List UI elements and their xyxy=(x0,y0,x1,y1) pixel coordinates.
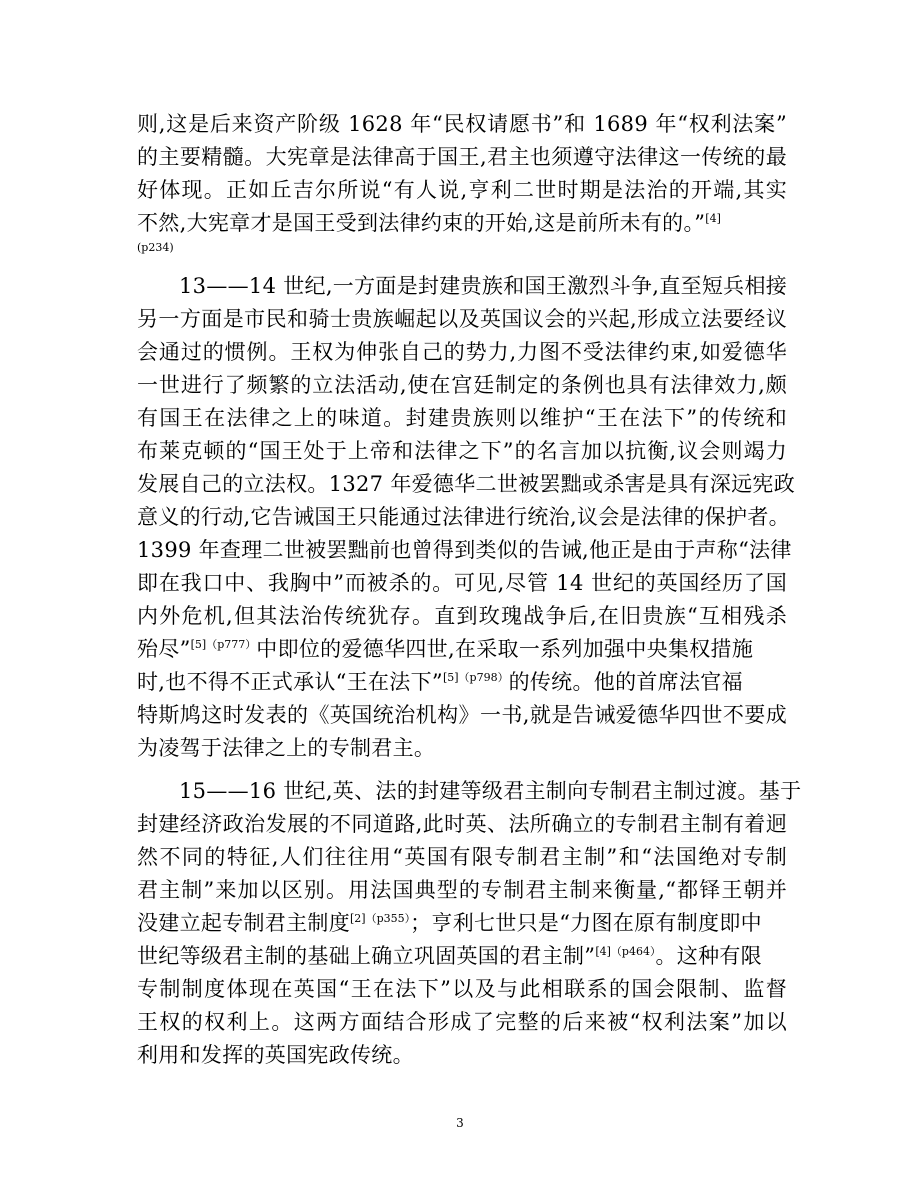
citation-mark: [5]（p798） xyxy=(442,670,509,684)
paragraph-line: 1399 年查理二世被罢黜前也曾得到类似的告诫,他正是由于声称“法律 xyxy=(137,538,792,562)
paragraph-line xyxy=(137,666,787,699)
paragraph-2 xyxy=(137,270,796,765)
paragraph-line: 君主制”来加以区别。用法国典型的专制君主制来衡量,“都铎王朝并 xyxy=(137,878,787,902)
paragraph-line xyxy=(137,633,787,666)
paragraph-line: 封建经济政治发展的不同道路,此时英、法所确立的专制君主制有着迥 xyxy=(137,812,787,836)
paragraph-line: 特斯鸠这时发表的《英国统治机构》一书,就是告诫爱德华四世不要成 xyxy=(137,703,787,727)
line-text: 殆尽” xyxy=(137,637,191,661)
citation-mark: [5]（p777） xyxy=(190,637,257,651)
citation-mark: [4] xyxy=(705,211,721,225)
document-body xyxy=(137,108,802,1072)
paragraph-line: 好体现。正如丘吉尔所说“有人说,亨利二世时期是法治的开端,其实 xyxy=(137,178,787,202)
paragraph-line: 一世进行了频繁的立法活动,使在宫廷制定的条例也具有法律效力,颇 xyxy=(137,373,787,397)
line-text: 。这种有限 xyxy=(655,944,762,968)
paragraph-line: 意义的行动,它告诫国王只能通过法律进行统治,议会是法律的保护者。 xyxy=(137,505,790,529)
paragraph-line: 专制制度体现在英国“王在法下”以及与此相联系的国会限制、监督 xyxy=(137,977,787,1001)
citation-mark: [4]（p464） xyxy=(595,944,656,958)
paragraph-line: 的主要精髓。大宪章是法律高于国王,君主也须遵守法律这一传统的最 xyxy=(137,145,787,169)
paragraph-line xyxy=(137,207,787,240)
paragraph-line: 有国王在法律之上的味道。封建贵族则以维护“王在法下”的传统和 xyxy=(137,406,787,430)
paragraph-line: 会通过的惯例。王权为伸张自己的势力,力图不受法律约束,如爱德华 xyxy=(137,340,787,364)
line-text: 没建立起专制君主制度 xyxy=(137,911,350,935)
paragraph-line: 则,这是后来资产阶级 1628 年“民权请愿书”和 1689 年“权利法案” xyxy=(137,112,787,136)
page-number: 3 xyxy=(456,1116,464,1130)
paragraph-line: 王权的权利上。这两方面结合形成了完整的后来被“权利法案”加以 xyxy=(137,1010,787,1034)
line-text: 不然,大宪章才是国王受到法律约束的开始,这是前所未有的。” xyxy=(137,211,706,235)
line-text: 时,也不得不正式承认“王在法下” xyxy=(137,670,443,694)
paragraph-line: 为凌驾于法律之上的专制君主。 xyxy=(137,736,436,760)
paragraph-line xyxy=(137,940,787,973)
paragraph-line: 发展自己的立法权。1327 年爱德华二世被罢黜或杀害是具有深远宪政 xyxy=(137,472,796,496)
line-text: 世纪等级君主制的基础上确立巩固英国的君主制” xyxy=(137,944,596,968)
line-text: ；亨利七世只是“力图在原有制度即中 xyxy=(410,911,762,935)
line-text: 中即位的爱德华四世,在采取一系列加强中央集权措施 xyxy=(256,637,754,661)
paragraph-line: 13——14 世纪,一方面是封建贵族和国王激烈斗争,直至短兵相接 xyxy=(179,274,788,298)
paragraph-line: 内外危机,但其法治传统犹存。直到玫瑰战争后,在旧贵族“互相残杀 xyxy=(137,604,787,628)
paragraph-1 xyxy=(137,108,787,260)
citation-mark: [2]（p355） xyxy=(350,911,411,925)
paragraph-line: 布莱克顿的“国王处于上帝和法律之下”的名言加以抗衡,议会则竭力 xyxy=(137,439,787,463)
paragraph-line: 利用和发挥的英国宪政传统。 xyxy=(137,1043,414,1067)
citation-page: (p234) xyxy=(137,241,174,254)
paragraph-line: 另一方面是市民和骑士贵族崛起以及英国议会的兴起,形成立法要经议 xyxy=(137,307,787,331)
paragraph-line xyxy=(137,907,787,940)
paragraph-3 xyxy=(137,775,802,1072)
line-text: 的传统。他的首席法官福 xyxy=(508,670,743,694)
paragraph-line: 15——16 世纪,英、法的封建等级君主制向专制君主制过渡。基于 xyxy=(179,779,802,803)
paragraph-line: 然不同的特征,人们往往用“英国有限专制君主制”和“法国绝对专制 xyxy=(137,845,787,869)
paragraph-line: 即在我口中、我胸中”而被杀的。可见,尽管 14 世纪的英国经历了国 xyxy=(137,571,787,595)
